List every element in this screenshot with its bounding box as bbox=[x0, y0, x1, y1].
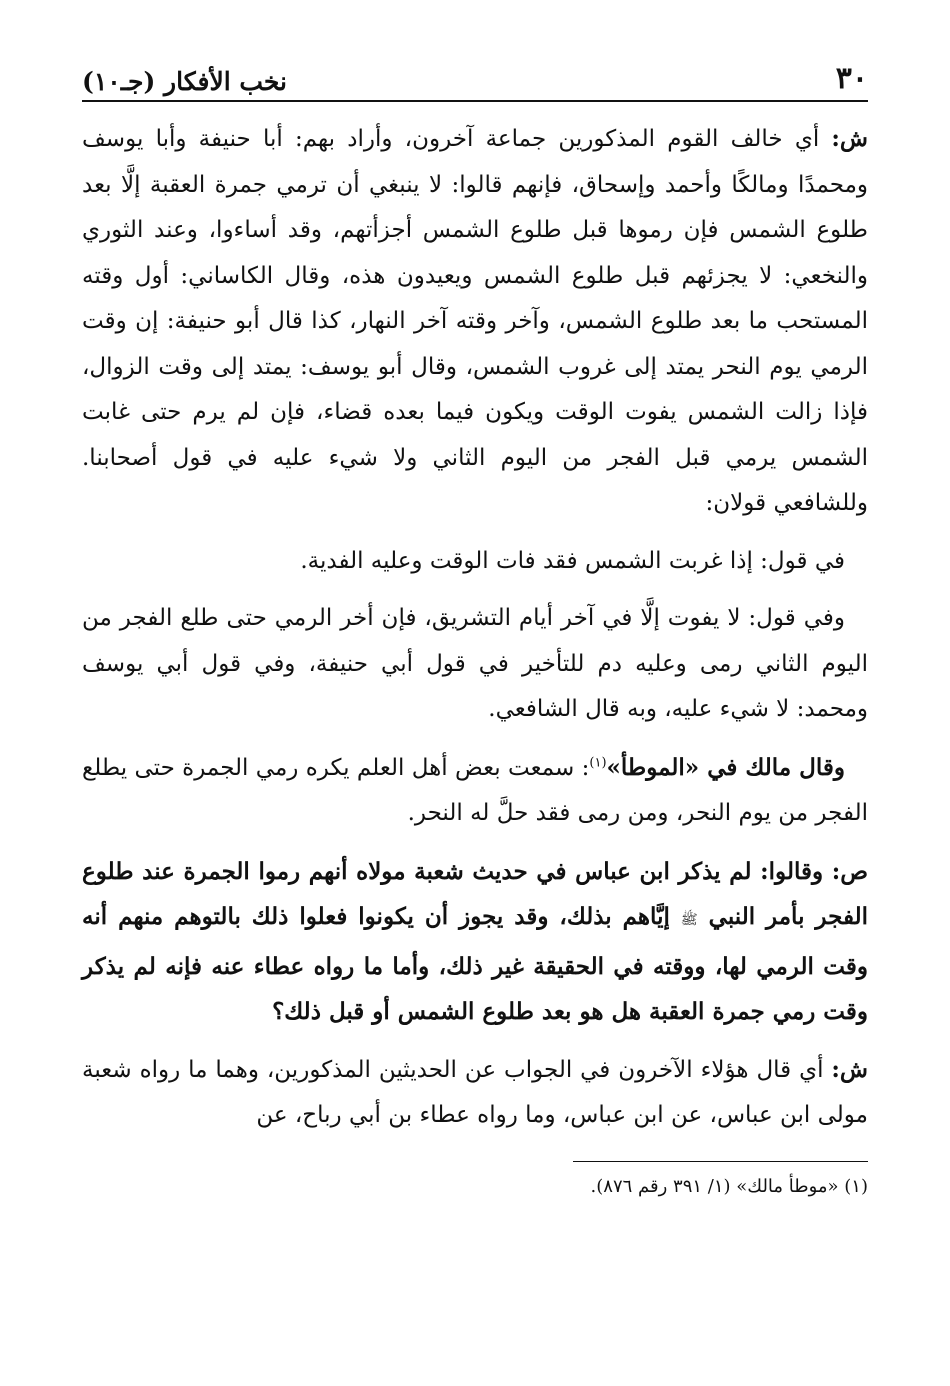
paragraph-2: في قول: إذا غربت الشمس فقد فات الوقت وعليه الفدية. bbox=[300, 547, 845, 574]
page-header bbox=[82, 50, 868, 96]
paragraph-5 bbox=[82, 849, 868, 1035]
footnote: (١) «موطأ مالك» (١/ ٣٩١ رقم ٨٧٦). bbox=[590, 1175, 868, 1197]
footnote-reference: (١) bbox=[589, 754, 607, 770]
page-number: ٣٠ bbox=[835, 61, 868, 96]
paragraph-1-text: أي خالف القوم المذكورين جماعة آخرون، وأراد بهم: أبا حنيفة وأبا يوسف ومحمدًا ومالكًا وأحمد وإسحاق، فإنهم قالوا: لا ينبغي أن ترمي جمرة العقبة إلَّا بعد طلوع الشمس فإن رموها قبل طلوع الشمس أجزأتهم، وقد أساءوا، وعند الثوري والنخعي: لا يجزئهم قبل طلوع الشمس ويعيدون هذه، وقال الكاساني: أول وقته المستحب ما بعد طلوع الشمس، وآخر وقته آخر النهار، كذا قال أبو حنيفة: إن وقت الرمي يوم النحر يمتد إلى غروب الشمس، وقال أبو يوسف: يمتد إلى وقت الزوال، فإذا زالت الشمس يفوت الوقت ويكون فيما بعده قضاء، فإن لم يرم حتى غابت الشمس يرمي قبل الفجر من اليوم الثاني ولا شيء عليه في قول أصحابنا. وللشافعي قولان: bbox=[82, 126, 868, 516]
paragraph-6 bbox=[82, 1047, 868, 1139]
paragraph-5-text-after: إيَّاهم بذلك، وقد يجوز أن يكونوا فعلوا ذلك بالتوهم منهم أنه وقت الرمي لها، ووقته في الحقيقة غير ذلك، وأما ما رواه عطاء عنه فإنه لم يذكر وقت رمي جمرة العقبة هل هو بعد طلوع الشمس أو قبل ذلك؟ bbox=[82, 903, 868, 1025]
text-marker: ص: bbox=[831, 857, 868, 885]
commentary-marker: ش: bbox=[831, 125, 868, 152]
paragraph-6-text: أي قال هؤلاء الآخرون في الجواب عن الحديثين المذكورين، وهما ما رواه شعبة مولى ابن عباس، عن ابن عباس، وما رواه عطاء بن أبي رباح، عن bbox=[82, 1056, 868, 1128]
header-rule bbox=[82, 100, 868, 102]
footnote-rule bbox=[573, 1161, 868, 1162]
paragraph-3: وفي قول: لا يفوت إلَّا في آخر أيام التشريق، فإن أخر الرمي حتى طلع الفجر من اليوم الثاني رمى وعليه دم للتأخير في قول أبي حنيفة، وفي قول أبي يوسف ومحمد: لا شيء عليه، وبه قال الشافعي. bbox=[82, 605, 868, 722]
paragraph-5-text-before: وقالوا: لم يذكر ابن عباس في حديث شعبة مولاه أنهم رموا الجمرة عند طلوع الفجر بأمر النبي bbox=[82, 857, 868, 930]
paragraph-4-lead: وقال مالك في «الموطأ» bbox=[606, 753, 846, 781]
commentary-marker: ش: bbox=[831, 1055, 868, 1083]
page bbox=[82, 50, 868, 1220]
paragraph-4 bbox=[82, 745, 868, 837]
paragraph-1 bbox=[82, 116, 868, 527]
paragraph-4-text: : سمعت بعض أهل العلم يكره رمي الجمرة حتى يطلع الفجر من يوم النحر، ومن رمى فقد حلَّ له النحر. bbox=[82, 754, 868, 826]
honorific-symbol: ﷺ bbox=[680, 912, 698, 928]
running-title: نخب الأفكار (جـ١٠) bbox=[82, 67, 288, 96]
